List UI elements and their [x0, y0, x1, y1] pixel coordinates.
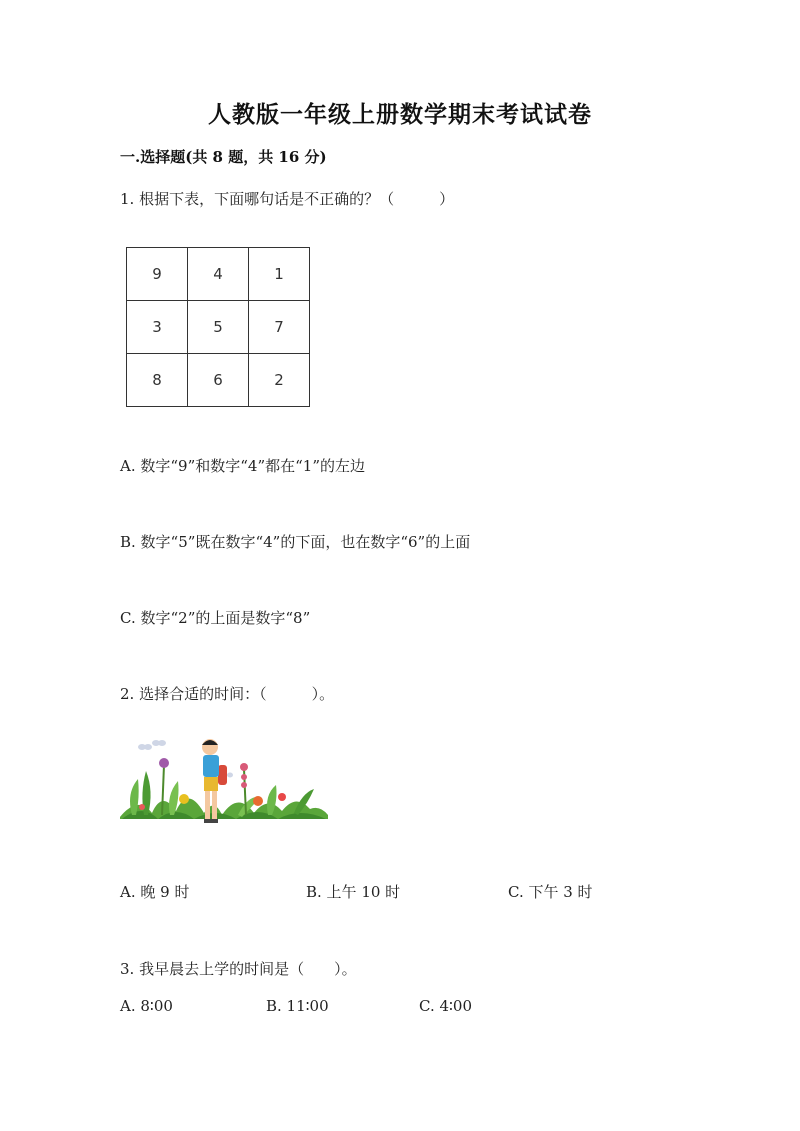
table-row [127, 354, 310, 407]
question-3-stem: 3. 我早晨去上学的时间是（ ）。 [120, 960, 357, 978]
question-1-option-c: C. 数字“2”的上面是数字“8” [120, 609, 311, 627]
table-cell: 8 [127, 354, 188, 407]
number-grid-table [126, 247, 310, 407]
question-2-option-b: B. 上午 10 时 [306, 883, 401, 901]
question-3-option-b: B. 11∶00 [266, 997, 329, 1015]
question-1-stem: 1. 根据下表，下面哪句话是不正确的？（ ） [120, 190, 455, 208]
table-row [127, 248, 310, 301]
question-1-option-a: A. 数字“9”和数字“4”都在“1”的左边 [120, 457, 366, 475]
table-cell: 2 [249, 354, 310, 407]
table-cell: 6 [188, 354, 249, 407]
question-2-option-a: A. 晚 9 时 [120, 883, 190, 901]
boy-in-garden-illustration [118, 735, 330, 835]
section-heading: 一.选择题(共 8 题，共 16 分) [120, 148, 327, 166]
question-2-stem: 2. 选择合适的时间：（ ）。 [120, 685, 335, 703]
table-cell: 1 [249, 248, 310, 301]
table-cell: 4 [188, 248, 249, 301]
table-cell: 5 [188, 301, 249, 354]
table-row [127, 301, 310, 354]
table-cell: 7 [249, 301, 310, 354]
question-3-option-c: C. 4∶00 [419, 997, 473, 1015]
table-cell: 3 [127, 301, 188, 354]
page-title: 人教版一年级上册数学期末考试试卷 [208, 101, 592, 128]
question-2-option-c: C. 下午 3 时 [508, 883, 593, 901]
question-1-option-b: B. 数字“5”既在数字“4”的下面，也在数字“6”的上面 [120, 533, 471, 551]
table-cell: 9 [127, 248, 188, 301]
question-3-option-a: A. 8∶00 [120, 997, 173, 1015]
